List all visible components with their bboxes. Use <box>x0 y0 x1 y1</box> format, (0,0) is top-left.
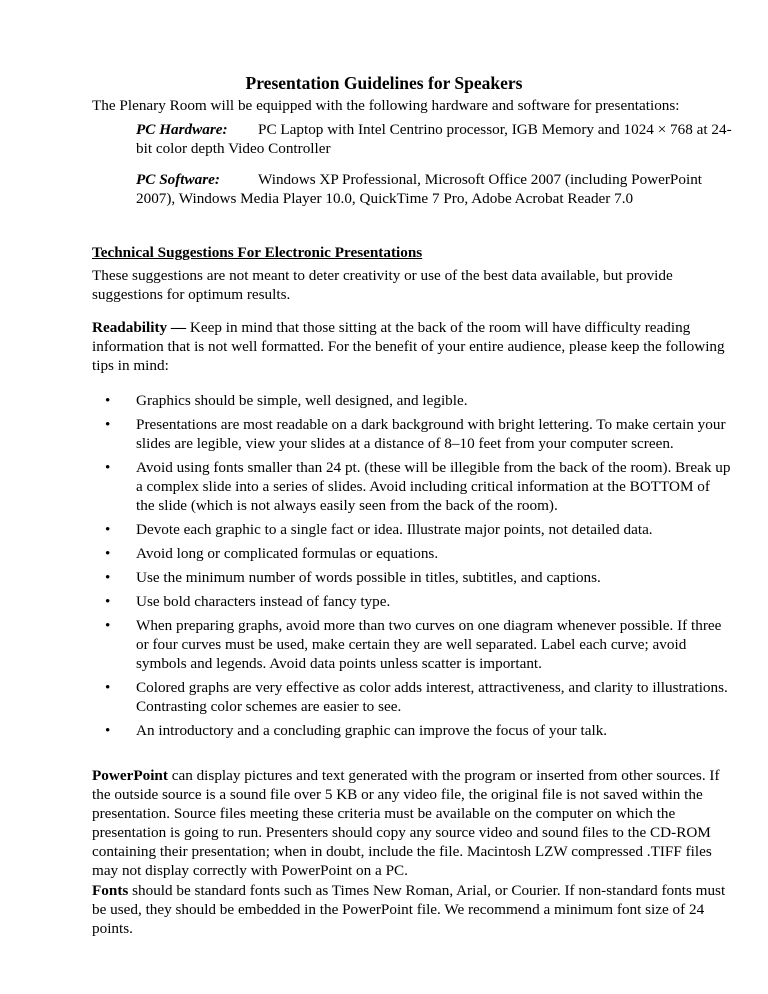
list-item <box>92 678 732 716</box>
software-label: PC Software: <box>136 171 220 188</box>
list-item-text: When preparing graphs, avoid more than two curves on one diagram whenever possible. If three or four curves must be used, make certain they are well separated. Label each curve; avoid symbols and legends. Avoid data points unless scatter is important. <box>136 617 722 672</box>
bullet-icon: • <box>105 569 111 586</box>
list-item-text: Use bold characters instead of fancy type. <box>136 593 391 610</box>
list-item-text: Avoid long or complicated formulas or equations. <box>136 545 439 562</box>
list-item <box>92 458 732 515</box>
hardware-spec <box>136 120 732 158</box>
bullet-icon: • <box>105 416 111 433</box>
page-title: Presentation Guidelines for Speakers <box>245 73 523 93</box>
list-item <box>92 391 732 410</box>
suggestions-intro: These suggestions are not meant to deter creativity or use of the best data available, but provide suggestions for optimum results. <box>92 267 673 303</box>
bullet-icon: • <box>105 617 111 634</box>
list-item-text: Presentations are most readable on a dark background with bright lettering. To make certain your slides are legible, view your slides at a distance of 8–10 feet from your computer screen. <box>136 416 726 452</box>
bullet-icon: • <box>105 679 111 696</box>
section-heading: Technical Suggestions For Electronic Presentations <box>92 244 423 261</box>
list-item <box>92 520 732 539</box>
list-item-text: Graphics should be simple, well designed, and legible. <box>136 392 468 409</box>
list-item-text: Avoid using fonts smaller than 24 pt. (these will be illegible from the back of the room). Break up a complex slide into a series of slides. Avoid including critical information at the BOTTOM of the slide (which is not always easily seen from the back of the room). <box>136 459 731 514</box>
list-item-text: Devote each graphic to a single fact or idea. Illustrate major points, not detailed data. <box>136 521 653 538</box>
readability-text: Keep in mind that those sitting at the back of the room will have difficulty reading information that is not well formatted. For the benefit of your entire audience, please keep the following tips in mind: <box>92 319 725 374</box>
list-item-text: Use the minimum number of words possible in titles, subtitles, and captions. <box>136 569 601 586</box>
list-item <box>92 415 732 453</box>
tips-list <box>92 391 732 745</box>
list-item <box>92 616 732 673</box>
software-text: Windows XP Professional, Microsoft Office 2007 (including PowerPoint 2007), Windows Media Player 10.0, QuickTime 7 Pro, Adobe Acrobat Reader 7.0 <box>136 171 703 207</box>
bullet-icon: • <box>105 545 111 562</box>
bullet-icon: • <box>105 521 111 538</box>
software-spec <box>136 170 732 208</box>
readability-paragraph <box>92 318 732 375</box>
bullet-icon: • <box>105 459 111 476</box>
list-item <box>92 721 732 740</box>
fonts-label: Fonts <box>92 882 129 899</box>
powerpoint-label: PowerPoint <box>92 767 168 784</box>
list-item <box>92 568 732 587</box>
list-item <box>92 592 732 611</box>
list-item <box>92 544 732 563</box>
powerpoint-text: can display pictures and text generated with the program or inserted from other sources. If the outside source is a sound file over 5 KB or any video file, the original file is not saved within the presentation. Source files meeting these criteria must be available on the computer on which the presentation is going to run. Presenters should copy any source video and sound files to the CD-ROM containing their presentation; when in doubt, include the file. Macintosh LZW compressed .TIFF files may not display correctly with PowerPoint on a PC. <box>92 767 720 879</box>
list-item-text: An introductory and a concluding graphic can improve the focus of your talk. <box>136 722 608 739</box>
fonts-text: should be standard fonts such as Times New Roman, Arial, or Courier. If non-standard fonts must be used, they should be embedded in the PowerPoint file. We recommend a minimum font size of 24 points. <box>92 882 726 937</box>
list-item-text: Colored graphs are very effective as color adds interest, attractiveness, and clarity to illustrations. Contrasting color schemes are easier to see. <box>136 679 728 715</box>
hardware-label: PC Hardware: <box>136 121 228 138</box>
hardware-text: PC Laptop with Intel Centrino processor, IGB Memory and 1024 × 768 at 24-bit color depth Video Controller <box>136 121 732 157</box>
powerpoint-paragraph <box>92 766 732 880</box>
bullet-icon: • <box>105 593 111 610</box>
intro-paragraph: The Plenary Room will be equipped with the following hardware and software for presentations: <box>92 97 680 114</box>
fonts-paragraph <box>92 881 732 938</box>
bullet-icon: • <box>105 392 111 409</box>
readability-label: Readability — <box>92 319 187 336</box>
bullet-icon: • <box>105 722 111 739</box>
